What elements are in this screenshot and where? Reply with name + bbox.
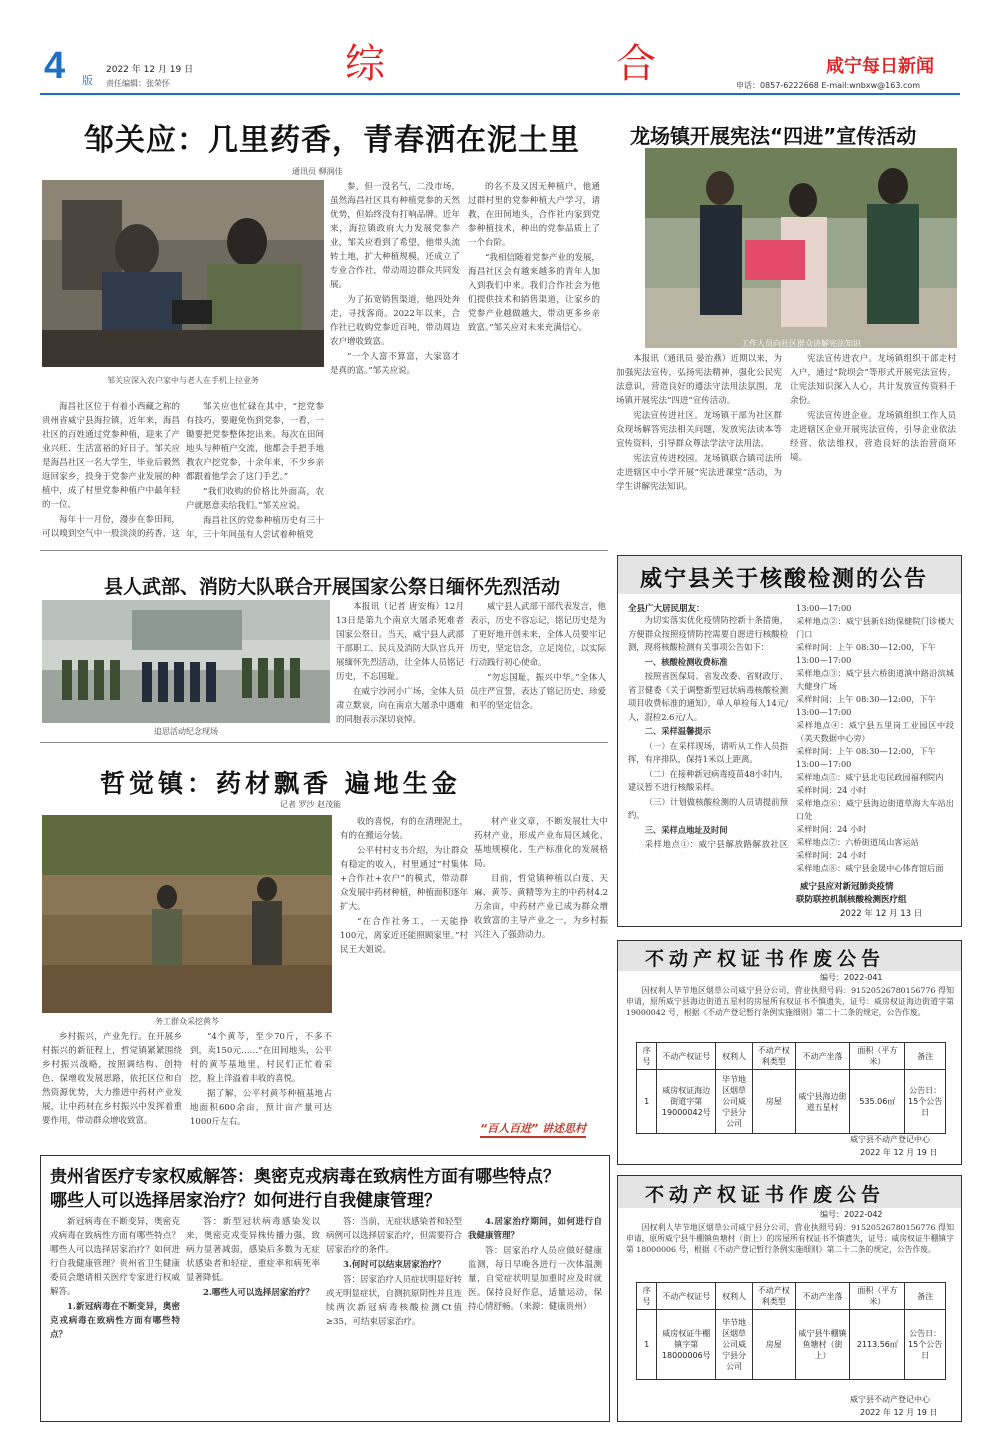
article5-c3-p2: 3.何时可以结束居家治疗？ [343, 1260, 446, 1270]
nucleic-notice-signer-2: 联防联控机制核酸检测医疗组 [796, 895, 907, 905]
property-1-c5: 535.06㎡ [850, 1070, 905, 1134]
nucleic-right-7: 采样地点④：威宁县五里岗工业园区中段（美天数据中心旁） [796, 720, 954, 743]
nucleic-left-3: 二、采样温馨提示 [644, 726, 711, 736]
property-1-c1: 威房权证海边街道字第19000042号 [657, 1070, 716, 1134]
article2-c2-p1: 宪法宣传进农户。龙场镇组织干部走村入户，通过“院坝会”等形式开展宪法宣传，让宪法知识深入人心，共计发放宣传资料千余份。 [790, 354, 956, 406]
divider-mid [40, 742, 608, 743]
nucleic-notice-title: 威宁县关于核酸检测的公告 [640, 567, 929, 592]
nucleic-right-16: 采样地点⑧：威宁县金晟中心体育馆后面 [796, 863, 944, 872]
nucleic-notice-date: 2022 年 12 月 13 日 [840, 909, 923, 919]
article2-column-1 [616, 352, 782, 540]
article4-byline: 记者 罗沙 赵茂能 [280, 800, 342, 809]
article2-title: 龙场镇开展宪法“四进”宣传活动 [630, 124, 917, 148]
property-2-header-row [637, 1283, 946, 1310]
article1-c3-p3: “一个人富不算富，大家富才是真的富。”邹关应说。 [330, 352, 460, 376]
nucleic-right-6: 13:00—17:00 [796, 707, 852, 717]
article3-photo [42, 600, 330, 723]
nucleic-left-0: 为切实落实优化疫情防控新十条措施，方便群众按照疫情防控需要自愿进行核酸检测，现将核酸检测有关事项公告如下： [628, 615, 788, 652]
masthead-rule [40, 93, 960, 95]
nucleic-notice-left-column [628, 614, 788, 854]
article4-title: 哲觉镇：药材飘香 遍地生金 [100, 769, 461, 798]
article4-tag: “百人百进” 讲述思村 [480, 1120, 586, 1138]
article1-column-2 [186, 400, 324, 540]
article5-c4-p2: 答：居家治疗人员应做好健康监测，每日早晚各进行一次体温测量，自觉症状明显加重时应及时就医。保持良好作息，适量运动，保持心情舒畅。（来源：健康贵州） [468, 1246, 602, 1312]
property-2-c0: 1 [637, 1310, 657, 1380]
nucleic-right-5: 采样时间：上午 08:30—12:00，下午 [796, 694, 936, 704]
article2-c2-p2: 宪法宣传进企业。龙场镇组织工作人员走进辖区企业开展宪法宣传，引导企业依法经营、依法维权，营造良好的法治营商环境。 [790, 411, 956, 463]
nucleic-left-8: 采样地点①：威宁县解放路解放社区 [644, 839, 788, 849]
nucleic-right-13: 采样时间：24 小时 [796, 824, 867, 834]
property-1-data-row [637, 1070, 946, 1134]
nucleic-right-8: 采样时间：上午 08:30—12:00，下午 [796, 746, 936, 756]
property-1-c0: 1 [637, 1070, 657, 1134]
article1-c3-p2: 为了拓宽销售渠道，他四处奔走，寻找客商。2022年以来，合作社已收购党参近百吨，带动周边农户增收致富。 [330, 295, 460, 347]
article1-column-3 [330, 180, 460, 540]
property-2-c4: 威宁县牛棚镇鱼塘村（街上） [795, 1310, 850, 1380]
article4-column-3 [340, 815, 468, 1150]
nucleic-left-1: 一、核酸检测收费标准 [644, 656, 728, 667]
property-notice-1-table-wrap [636, 1042, 946, 1134]
article2-c1-p2: 宪法宣传进社区。龙场镇干部为社区群众现场解答宪法相关问题，发放宪法读本等宣传资料，引导群众尊法学法守法用法。 [616, 411, 782, 449]
nucleic-right-2: 采样时间：上午 08:30—12:00，下午 [796, 642, 936, 652]
nucleic-left-4: （一）在采样现场，请听从工作人员指挥，有序排队，保持1米以上距离。 [628, 740, 788, 764]
property-notice-1-date: 2022 年 12 月 19 日 [860, 1148, 938, 1157]
article3-photo-caption: 追思活动纪念现场 [154, 727, 218, 736]
article4-column-1 [42, 1030, 182, 1150]
article1-c4-p1: 的名不及又因无种植户，他通过群村里的党参种植大户学习，请教，在田间地头，合作社内家到党参种植技术，种出的党参品质上了一个台阶。 [468, 182, 600, 248]
divider-top [40, 550, 608, 551]
article1-photo-caption: 邹关应深入农户家中与老人在手机上拉业务 [107, 376, 259, 385]
article1-c4-p2: “我相信随着党参产业的发展，海昌社区会有越来越多的青年人加入到我们中来。我们合作社会为他们提供技术和销售渠道，让家乡的党参产业越做越大，带动更多乡亲致富。”邹关应对未来充满信心。 [468, 253, 600, 333]
property-1-h6: 备注 [905, 1043, 946, 1070]
property-1-h1: 不动产权证号 [657, 1043, 716, 1070]
article5-c2-p1: 答：新型冠状病毒感染发以来，奥密克戎变异株传播力强，致病力显著减弱，感染后多数为无症状感染者和轻症，重症率和病死率显著降低。 [186, 1217, 320, 1283]
article5-title-line-2: 哪些人可以选择居家治疗？如何进行自我健康管理？ [50, 1191, 441, 1211]
article4-c3-p3: “在合作社务工，一天能挣100元，离家近还能照顾家里。”村民王大姐说。 [340, 917, 468, 955]
nucleic-right-14: 采样地点⑦：六桥街道凤山客运站 [796, 837, 919, 847]
property-notice-1-title: 不动产权证书作废公告 [645, 948, 886, 970]
property-1-header-row [637, 1043, 946, 1070]
property-2-h1: 不动产权证号 [657, 1283, 716, 1310]
nucleic-right-15: 采样时间：24 小时 [796, 850, 867, 860]
article2-column-2 [790, 352, 956, 540]
property-1-h2: 权利人 [716, 1043, 753, 1070]
property-2-h3: 不动产权利类型 [752, 1283, 795, 1310]
article3-c2-p1: 威宁县人武部干部代表发言，他表示，历史不容忘记，铭记历史是为了更好地开创未来，全体人员要牢记历史，坚定信念，立足岗位，以实际行动践行初心使命。 [470, 602, 606, 668]
nucleic-notice-signer-1: 威宁县应对新冠肺炎疫情 [800, 882, 894, 892]
article3-c1-p1: 本报讯（记者 唐安梅）12月13日是第九个南京大屠杀死难者国家公祭日。当天，威宁县人武部干部职工、民兵及消防大队官兵开展缅怀先烈活动，让全体人员铭记历史，不忘国耻。 [336, 602, 464, 682]
property-2-data-row [637, 1310, 946, 1380]
property-notice-2-signer: 威宁县不动产登记中心 [850, 1395, 930, 1404]
property-2-c3: 房屋 [752, 1310, 795, 1380]
article1-c2-p2: “我们收购的价格比外面高，农户就愿意卖给我们。”邹关应说。 [186, 487, 324, 511]
nucleic-right-0: 13:00—17:00 [796, 603, 852, 613]
property-2-h4: 不动产坐落 [795, 1283, 850, 1310]
property-2-h0: 序号 [637, 1283, 657, 1310]
article4-c3-p1: 收的喜悦，有的在清理泥土，有的在搬运分装。 [340, 817, 468, 841]
page-number: 4 [44, 45, 66, 87]
property-2-h2: 权利人 [716, 1283, 753, 1310]
nucleic-right-12: 采样地点⑥：威宁县海边街道草海大车站出口处 [796, 798, 954, 821]
editor-line: 责任编辑：张荣怀 [106, 79, 170, 88]
property-1-c6: 公告日：15个公告日 [905, 1070, 946, 1134]
article5-title-line-1: 贵州省医疗专家权威解答：奥密克戎病毒在致病性方面有哪些特点？ [50, 1167, 560, 1187]
property-2-c5: 2113.56㎡ [850, 1310, 905, 1380]
property-notice-1-number: 编号：2022-041 [820, 973, 883, 982]
article4-c2-p2: 据了解，公平村黄芩种植基地占地面积600余亩，预计亩产量可达1000斤左右。 [190, 1089, 332, 1127]
article5-column-4 [468, 1215, 602, 1415]
article3-c2-p2: “勿忘国耻，振兴中华。”全体人员庄严宣誓，表达了铭记历史、珍爱和平的坚定信念。 [470, 673, 606, 711]
article5-column-2 [186, 1215, 320, 1415]
article4-c3-p2: 公平村村支书介绍，为让群众有稳定的收入，村里通过“村集体+合作社+农户”的模式，带动群众发展中药材种植，种植面积逐年扩大。 [340, 846, 468, 912]
article3-column-2 [470, 600, 606, 738]
article5-c4-p1: 4.居家治疗期间，如何进行自我健康管理？ [468, 1217, 602, 1241]
nucleic-left-6: （三）计划做核酸检测的人员请提前预约。 [628, 796, 788, 820]
article4-c1-p1: 乡村振兴，产业先行。在开展乡村振兴的新征程上，哲觉镇紧紧围绕乡村振兴战略，按照调结构、创特色、保增收发展思路，依托区位和自然资源优势，大力推进中药材产业发展，让中药材在乡村振兴中发挥着重要作用，带动群众增收致富。 [42, 1032, 182, 1126]
article1-c1-p2: 每年十一月份，漫步在参田间，可以嗅到空气中一股淡淡的药香，这 [42, 515, 180, 539]
nucleic-left-5: （二）在接种新冠病毒疫苗48小时内，建议暂不进行核酸采样。 [628, 768, 788, 792]
nucleic-left-2: 按照省医保局、省发改委、省财政厅、省卫健委《关于调整新型冠状病毒核酸检测项目收费标准的通知》，单人单检每人14元/人，混检2.6元/人。 [628, 671, 788, 722]
article2-photo [645, 148, 957, 348]
property-1-h3: 不动产权利类型 [752, 1043, 795, 1070]
nucleic-right-1: 采样地点②：威宁县新妇幼保健院门诊楼大门口 [796, 616, 954, 639]
paper-name: 咸宁每日新闻 [826, 56, 934, 77]
property-1-h0: 序号 [637, 1043, 657, 1070]
property-1-c2: 毕节地区烟草公司威宁县分公司 [716, 1070, 753, 1134]
property-2-h6: 备注 [905, 1283, 946, 1310]
nucleic-right-11: 采样时间：24 小时 [796, 785, 867, 795]
article4-c2-p1: “4个黄芩，至少70斤，不多不到，卖150元……”在田间地头，公平村的黄芩基地里，村民们正忙着采挖，脸上洋溢着丰收的喜悦。 [190, 1032, 332, 1084]
property-1-h4: 不动产坐落 [795, 1043, 850, 1070]
article1-column-1 [42, 400, 180, 540]
article1-column-4 [468, 180, 600, 540]
property-2-c1: 威房权证牛棚镇字第18000006号 [657, 1310, 716, 1380]
article5-c3-p1: 答：当前，无症状感染者和轻型病例可以选择居家治疗，但需要符合居家治疗的条件。 [326, 1217, 462, 1255]
article4-photo [42, 815, 332, 1013]
property-1-c3: 房屋 [752, 1070, 795, 1134]
article5-column-3 [326, 1215, 462, 1415]
nucleic-left-7: 三、采样点地址及时间 [644, 824, 728, 835]
article4-column-4 [474, 815, 608, 1115]
article2-c1-p1: 本报讯（通讯员 晏治燕）近期以来，为加强宪法宣传，弘扬宪法精神，强化公民宪法意识，营造良好的遵法守法用法氛围，龙场镇开展宪法“四进”宣传活动。 [616, 354, 782, 406]
property-2-h5: 面积（平方米） [850, 1283, 905, 1310]
property-notice-2-body: 因权利人毕节地区烟草公司威宁县分公司，营业执照号码：91520526780156776 得知申请，原所威宁县牛棚镇鱼塘村（街上）的房屋所有权证书不慎遗失，证号：威房权证牛棚镇字第 18000006 号，根据《不动产登记暂行条例实施细则》第二十二条的规定，公告作废。 [626, 1223, 954, 1254]
article1-c2-p1: 邹关应也忙碌在其中，“挖党参有技巧，要避免伤到党参，一看，一锄要把党参整体挖出来。每次在田间地头与种植户交流，他都会手把手地教农户挖党参，十余年来，不少乡亲都跟着他学会了这门手艺。” [186, 402, 324, 482]
nucleic-right-9: 13:00—17:00 [796, 759, 852, 769]
nucleic-notice-greeting: 全县广大居民朋友： [628, 604, 705, 614]
property-notice-1-signer: 威宁县不动产登记中心 [850, 1135, 930, 1144]
property-notice-2-number: 编号：2022-042 [820, 1210, 883, 1219]
nucleic-notice-right-column [796, 602, 954, 872]
section-char-1: 综 [345, 41, 385, 87]
property-notice-2-table-wrap [636, 1282, 946, 1380]
nucleic-right-10: 采样地点⑤：威宁县北屯民政园福利院内 [796, 772, 944, 782]
property-2-c2: 毕节地区烟草公司威宁县分公司 [716, 1310, 753, 1380]
article5-q1: 1.新冠病毒在不断变异，奥密克戎病毒在致病性方面有哪些特点？ [50, 1302, 180, 1340]
article1-c3-p1: 参，但一没名气，二没市场，虽然海昌社区具有种植党参的天然优势，但始终没有打响品牌。近年来，海拉镇政府大力发展党参产业，邹关应看到了希望，他带头流转土地，扩大种植规模，还成立了专业合作社，带动周边群众共同发展。 [330, 182, 460, 290]
article5-c1-p1: 新冠病毒在不断变异，奥密克戎病毒在致病性方面有哪些特点？哪些人可以选择居家治疗？如何进行自我健康管理？贵州省卫生健康委员会邀请相关医疗专家进行权威解答。 [50, 1217, 180, 1297]
issue-date: 2022 年 12 月 19 日 [106, 65, 194, 75]
article1-byline: 通讯员 柳润佳 [292, 167, 343, 176]
property-notice-1-body: 因权利人毕节地区烟草公司威宁县分公司，营业执照号码：91520526780156776 得知申请，原所威宁县海边街道五星村的房屋所有权证书不慎遗失，证号：威房权证海边街道字第 19000042 号，根据《不动产登记暂行条例实施细则》第二十二条的规定，公告作废。 [626, 986, 954, 1017]
property-notice-2-title: 不动产权证书作废公告 [645, 1184, 886, 1206]
masthead [0, 0, 1000, 95]
article3-title: 县人武部、消防大队联合开展国家公祭日缅怀先烈活动 [104, 576, 561, 598]
article5-column-1 [50, 1215, 180, 1415]
article1-title: 邹关应：几里药香，青春洒在泥土里 [84, 123, 580, 158]
article5-q2: 2.哪些人可以选择居家治疗？ [203, 1288, 314, 1298]
article4-photo-caption: 务工群众采挖黄芩 [155, 1017, 219, 1026]
property-notice-1-table [636, 1042, 946, 1134]
property-notice-2-date: 2022 年 12 月 19 日 [860, 1408, 938, 1417]
article1-photo [42, 180, 324, 367]
property-2-c6: 公告日：15个公告日 [905, 1310, 946, 1380]
article5-c3-p3: 答：居家治疗人员症状明显好转或无明显症状，自测抗原阴性并且连续两次新冠病毒核酸检测Ct值≥35，可结束居家治疗。 [326, 1275, 462, 1327]
nucleic-right-4: 采样地点③：威宁县六桥街道滇中路沿滨城大健身广场 [796, 668, 954, 691]
article4-c4-p1: 材产业文章，不断发展壮大中药材产业，形成产业布局区域化、基地规模化、生产标准化的发展格局。 [474, 817, 608, 869]
article4-c4-p2: 目前，哲觉镇种植以白芨、天麻、黄芩、黄精等为主的中药材4.2万余亩，中药材产业已成为群众增收致富的主导产业之一，为乡村振兴注入了强劲动力。 [474, 874, 608, 940]
article3-c1-p2: 在威宁沙河小广场，全体人员肃立默哀，向在南京大屠杀中遇难的同胞表示深切哀悼。 [336, 687, 464, 725]
property-notice-2-table [636, 1282, 946, 1380]
nucleic-right-3: 13:00—17:00 [796, 655, 852, 665]
contact-line: 申话：0857-6222668 E-mail:wnbxw@163.com [736, 81, 921, 90]
property-1-h5: 面积（平方米） [850, 1043, 905, 1070]
article4-column-2 [190, 1030, 332, 1150]
property-1-c4: 威宁县海边街道五星村 [795, 1070, 850, 1134]
article2-c1-p3: 宪法宣传进校园。龙场镇联合镇司法所走进辖区中小学开展“宪法进课堂”活动，为学生讲解宪法知识。 [616, 454, 782, 492]
article2-photo-caption: 工作人员向社区群众讲解宪法知识 [741, 339, 861, 348]
article1-c1-p1: 海昌社区位于有着小西藏之称的贵州省威宁县海拉镇，近年来，海昌社区的百姓通过党参种植，迎来了产业兴旺、生活富裕的好日子。邹关应是海昌社区一名大学生，毕业后毅然返回家乡，投身于党参产业发展的种植中，成了村里党参种植户中最年轻的一位。 [42, 402, 180, 510]
article1-c2-p3: 海昌社区的党参种植历史有三十年，三十年间虽有人尝试着种植党 [186, 516, 324, 540]
article3-column-1 [336, 600, 464, 738]
section-char-2: 合 [616, 41, 656, 87]
page-unit: 版 [82, 74, 93, 87]
